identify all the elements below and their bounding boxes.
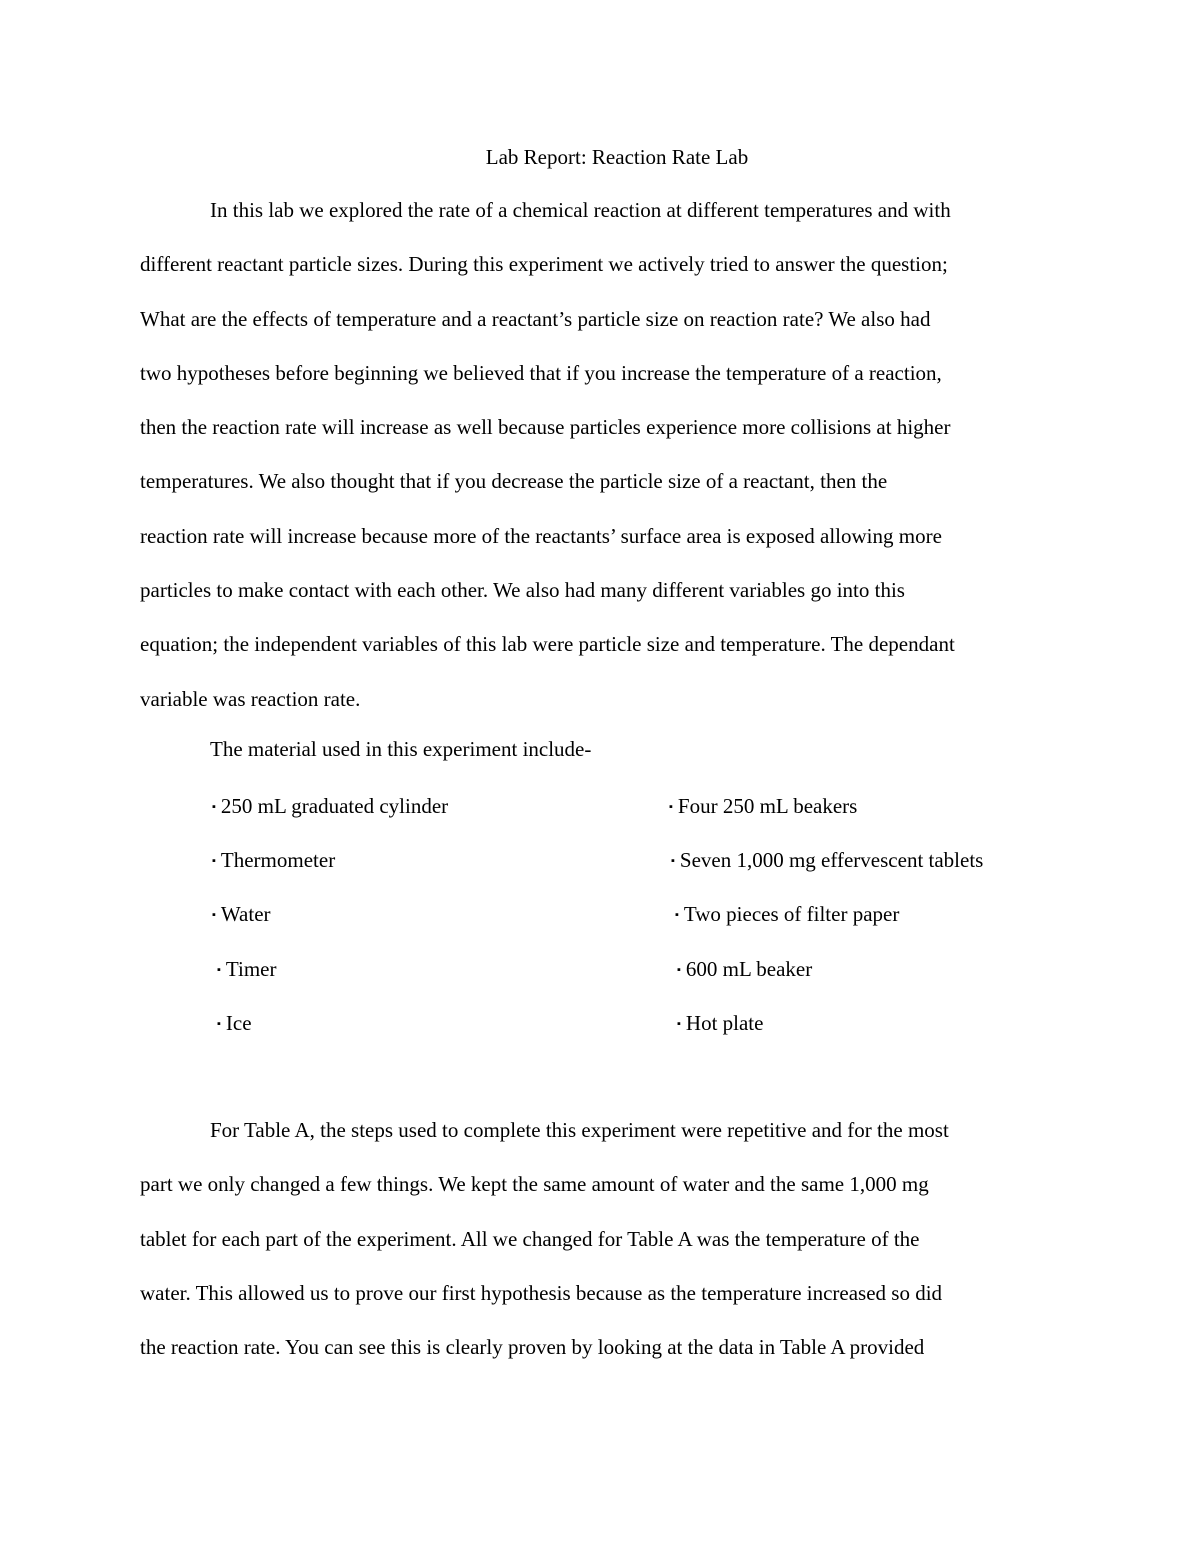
bullet-icon: ▪ — [212, 909, 216, 921]
intro-paragraph — [140, 183, 1070, 726]
material-label: 250 mL graduated cylinder — [220, 794, 449, 818]
material-item — [675, 899, 899, 930]
bullet-icon: ▪ — [669, 801, 673, 813]
paragraph-line: tablet for each part of the experiment. All we changed for Table A was the temperature of the — [140, 1226, 920, 1251]
bullet-icon: ▪ — [212, 801, 216, 813]
paragraph-line: particles to make contact with each other. We also had many different variables go into this — [140, 578, 905, 603]
material-item — [669, 791, 857, 822]
material-item — [677, 1008, 763, 1039]
material-label: Water — [220, 902, 271, 926]
bullet-icon: ▪ — [212, 855, 216, 867]
paragraph-line: two hypotheses before beginning we believed that if you increase the temperature of a reaction, — [140, 360, 942, 385]
paragraph-line: equation; the independent variables of this lab were particle size and temperature. The dependant — [140, 632, 955, 657]
paragraph-line: For Table A, the steps used to complete this experiment were repetitive and for the most — [210, 1118, 949, 1142]
material-label: Four 250 mL beakers — [677, 794, 858, 818]
paragraph-line: water. This allowed us to prove our first hypothesis because as the temperature increased so did — [140, 1280, 943, 1305]
paragraph-line: different reactant particle sizes. During this experiment we actively tried to answer the question; — [140, 252, 948, 277]
paragraph-line: then the reaction rate will increase as well because particles experience more collisions at higher — [140, 415, 951, 440]
material-label: Hot plate — [685, 1011, 764, 1035]
paragraph-line: reaction rate will increase because more of the reactants’ surface area is exposed allowing more — [140, 523, 942, 548]
material-item — [217, 954, 276, 985]
table-a-paragraph — [140, 1103, 1070, 1374]
material-item — [677, 954, 812, 985]
paragraph-line: What are the effects of temperature and a reactant’s particle size on reaction rate? We also had — [140, 306, 931, 331]
material-label: 600 mL beaker — [685, 957, 813, 981]
material-label: Timer — [225, 957, 277, 981]
paragraph-line: temperatures. We also thought that if you decrease the particle size of a reactant, then the — [140, 469, 888, 494]
paragraph-line: part we only changed a few things. We kept the same amount of water and the same 1,000 mg — [140, 1172, 929, 1197]
material-label: Thermometer — [220, 848, 336, 872]
bullet-icon: ▪ — [671, 855, 675, 867]
material-label: Ice — [225, 1011, 252, 1035]
paragraph-line: the reaction rate. You can see this is clearly proven by looking at the data in Table A provided — [140, 1335, 925, 1360]
document-title: Lab Report: Reaction Rate Lab — [485, 145, 749, 169]
material-label: Two pieces of filter paper — [683, 902, 900, 926]
material-item — [671, 845, 983, 876]
bullet-icon: ▪ — [217, 964, 221, 976]
bullet-icon: ▪ — [677, 964, 681, 976]
bullet-icon: ▪ — [217, 1018, 221, 1030]
materials-intro: The material used in this experiment include- — [210, 737, 592, 761]
material-item — [212, 791, 448, 822]
material-item — [212, 899, 271, 930]
material-label: Seven 1,000 mg effervescent tablets — [679, 848, 984, 872]
material-item — [212, 845, 335, 876]
bullet-icon: ▪ — [675, 909, 679, 921]
paragraph-line: variable was reaction rate. — [140, 686, 361, 711]
paragraph-line: In this lab we explored the rate of a chemical reaction at different temperatures and with — [210, 198, 951, 222]
bullet-icon: ▪ — [677, 1018, 681, 1030]
material-item — [217, 1008, 252, 1039]
